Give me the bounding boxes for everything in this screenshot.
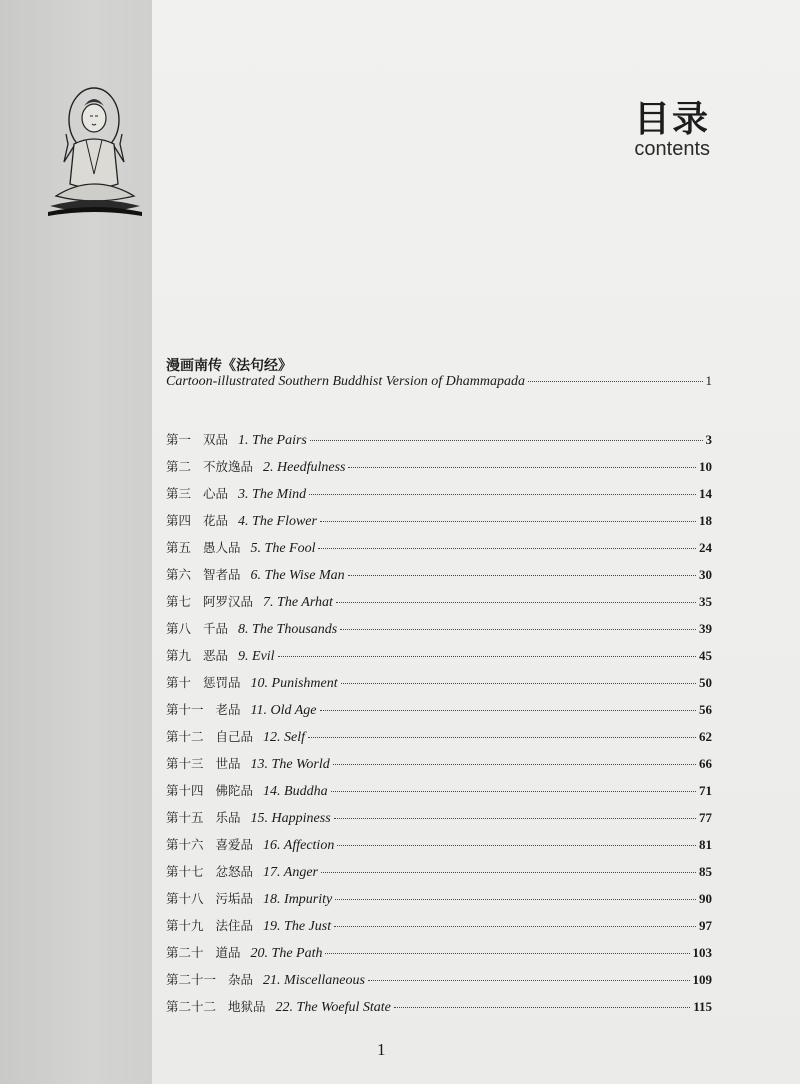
chapter-number: 第三 — [166, 486, 192, 501]
dot-leader — [394, 1007, 690, 1008]
page-number: 24 — [699, 540, 712, 555]
chapter-title-english: 21. Miscellaneous — [263, 973, 365, 988]
dot-leader — [334, 818, 696, 819]
chapter-number: 第七 — [166, 594, 192, 609]
toc-entry[interactable] — [166, 968, 712, 995]
heading-english: contents — [634, 138, 710, 160]
contents-heading — [634, 100, 710, 160]
chapter-title-english: 5. The Fool — [250, 541, 316, 556]
page-number: 56 — [699, 702, 712, 717]
chapter-number: 第二十二 — [166, 999, 217, 1014]
page-number: 3 — [705, 432, 712, 447]
chapter-title-chinese: 愚人品 — [203, 540, 241, 555]
toc-entry[interactable] — [166, 752, 712, 779]
chapter-number: 第十四 — [166, 783, 204, 798]
chapter-number: 第一 — [166, 432, 192, 447]
chapter-number: 第十七 — [166, 864, 204, 879]
chapter-title-english: 22. The Woeful State — [275, 1000, 391, 1015]
page-number: 39 — [699, 621, 712, 636]
chapter-title-chinese: 杂品 — [228, 972, 254, 987]
chapter-title-chinese: 乐品 — [215, 810, 241, 825]
chapter-title-english: 13. The World — [250, 757, 330, 772]
chapter-number: 第二十 — [166, 945, 204, 960]
toc-entry[interactable] — [166, 914, 712, 941]
toc-entry[interactable] — [166, 563, 712, 590]
dot-leader — [320, 710, 696, 711]
book-title-chinese: 漫画南传《法句经》 — [166, 358, 292, 374]
chapter-title-chinese: 道品 — [215, 945, 241, 960]
page-number: 109 — [692, 972, 712, 987]
dot-leader — [334, 926, 696, 927]
toc-entry[interactable] — [166, 617, 712, 644]
toc-entry[interactable] — [166, 806, 712, 833]
chapter-title-english: 19. The Just — [263, 919, 332, 934]
chapter-title-chinese: 佛陀品 — [215, 783, 254, 798]
chapter-title-english: 20. The Path — [250, 946, 323, 961]
chapter-title-chinese: 污垢品 — [215, 891, 254, 906]
chapter-title-english: 10. Punishment — [250, 676, 338, 691]
page-number: 85 — [699, 864, 712, 879]
page-number: 30 — [699, 567, 712, 582]
heading-chinese: 目录 — [633, 99, 710, 140]
dot-leader — [528, 381, 703, 382]
chapter-title-english: 18. Impurity — [263, 892, 333, 907]
dot-leader — [333, 764, 696, 765]
toc-entry[interactable] — [166, 887, 712, 914]
page-number: 35 — [699, 594, 712, 609]
dot-leader — [318, 548, 696, 549]
toc-entry[interactable] — [166, 698, 712, 725]
dot-leader — [278, 656, 696, 657]
chapter-title-english: 2. Heedfulness — [263, 460, 346, 475]
chapter-title-english: 15. Happiness — [250, 811, 331, 826]
chapter-title-chinese: 阿罗汉品 — [203, 594, 254, 609]
chapter-title-chinese: 不放逸品 — [203, 459, 254, 474]
chapter-title-english: 14. Buddha — [263, 784, 328, 799]
chapter-number: 第二十一 — [166, 972, 217, 987]
toc-entry[interactable] — [166, 995, 712, 1022]
toc-entry[interactable] — [166, 779, 712, 806]
chapter-number: 第五 — [166, 540, 192, 555]
chapter-title-chinese: 地狱品 — [228, 999, 266, 1014]
chapter-title-chinese: 喜爱品 — [215, 837, 254, 852]
chapter-title-english: 17. Anger — [263, 865, 318, 880]
toc-entry[interactable] — [166, 941, 712, 968]
page-number: 71 — [699, 783, 712, 798]
chapter-title-chinese: 惩罚品 — [203, 675, 241, 690]
chapter-title-chinese: 法住品 — [215, 918, 254, 933]
page-number: 66 — [699, 756, 712, 771]
table-of-contents — [166, 428, 712, 1022]
chapter-number: 第十五 — [166, 810, 204, 825]
chapter-title-chinese: 智者品 — [203, 567, 241, 582]
chapter-title-english: 12. Self — [263, 730, 306, 745]
chapter-number: 第四 — [166, 513, 192, 528]
chapter-title-chinese: 千品 — [203, 621, 229, 636]
page-number: 97 — [699, 918, 712, 933]
page-number: 1 — [705, 373, 712, 388]
page-number: 81 — [699, 837, 712, 852]
chapter-title-chinese: 自己品 — [215, 729, 254, 744]
toc-entry[interactable] — [166, 644, 712, 671]
chapter-title-chinese: 忿怒品 — [215, 864, 254, 879]
page-number: 14 — [699, 486, 712, 501]
chapter-title-chinese: 老品 — [215, 702, 241, 717]
dot-leader — [336, 602, 696, 603]
dot-leader — [320, 521, 696, 522]
chapter-number: 第十二 — [166, 729, 204, 744]
chapter-title-chinese: 世品 — [215, 756, 241, 771]
chapter-number: 第十九 — [166, 918, 204, 933]
chapter-title-english: 1. The Pairs — [238, 433, 307, 448]
dot-leader — [341, 683, 696, 684]
dot-leader — [331, 791, 696, 792]
toc-entry[interactable] — [166, 590, 712, 617]
dot-leader — [348, 467, 696, 468]
chapter-number: 第九 — [166, 648, 192, 663]
chapter-title-english: 9. Evil — [238, 649, 275, 664]
dot-leader — [321, 872, 696, 873]
dot-leader — [340, 629, 696, 630]
chapter-number: 第十一 — [166, 702, 204, 717]
toc-entry[interactable] — [166, 833, 712, 860]
chapter-number: 第二 — [166, 459, 192, 474]
toc-entry[interactable] — [166, 482, 712, 509]
page-number: 77 — [699, 810, 712, 825]
dot-leader — [335, 899, 696, 900]
dot-leader — [310, 440, 703, 441]
dot-leader — [325, 953, 689, 954]
page-number: 10 — [699, 459, 712, 474]
chapter-title-english: 11. Old Age — [250, 703, 317, 718]
dot-leader — [308, 737, 696, 738]
chapter-number: 第十六 — [166, 837, 204, 852]
chapter-number: 第八 — [166, 621, 192, 636]
chapter-number: 第十三 — [166, 756, 204, 771]
dot-leader — [337, 845, 696, 846]
page-number: 115 — [693, 999, 712, 1014]
chapter-title-english: 4. The Flower — [238, 514, 317, 529]
chapter-title-english: 16. Affection — [263, 838, 335, 853]
page-number: 90 — [699, 891, 712, 906]
page-number: 18 — [699, 513, 712, 528]
dot-leader — [368, 980, 690, 981]
toc-entry[interactable] — [166, 536, 712, 563]
chapter-title-chinese: 心品 — [203, 486, 229, 501]
chapter-title-english: 8. The Thousands — [238, 622, 338, 637]
chapter-title-chinese: 花品 — [203, 513, 229, 528]
book-title-english: Cartoon-illustrated Southern Buddhist Version of Dhammapada — [166, 374, 525, 389]
page-number: 62 — [699, 729, 712, 744]
toc-entry[interactable] — [166, 509, 712, 536]
chapter-number: 第六 — [166, 567, 192, 582]
dot-leader — [309, 494, 696, 495]
toc-entry[interactable] — [166, 455, 712, 482]
chapter-number: 第十 — [166, 675, 192, 690]
chapter-title-chinese: 恶品 — [203, 648, 229, 663]
page-number: 103 — [692, 945, 712, 960]
chapter-title-english: 6. The Wise Man — [250, 568, 345, 583]
chapter-title-english: 3. The Mind — [238, 487, 307, 502]
chapter-title-chinese: 双品 — [203, 432, 229, 447]
page-number: 50 — [699, 675, 712, 690]
page-footer-number: 1 — [377, 1040, 386, 1059]
toc-entry[interactable] — [166, 428, 712, 455]
chapter-number: 第十八 — [166, 891, 204, 906]
book-title-entry[interactable] — [166, 373, 712, 393]
seated-buddha-illustration — [44, 84, 144, 224]
chapter-title-english: 7. The Arhat — [263, 595, 333, 610]
page-number: 45 — [699, 648, 712, 663]
toc-entry[interactable] — [166, 671, 712, 698]
dot-leader — [348, 575, 696, 576]
toc-entry[interactable] — [166, 860, 712, 887]
toc-entry[interactable] — [166, 725, 712, 752]
